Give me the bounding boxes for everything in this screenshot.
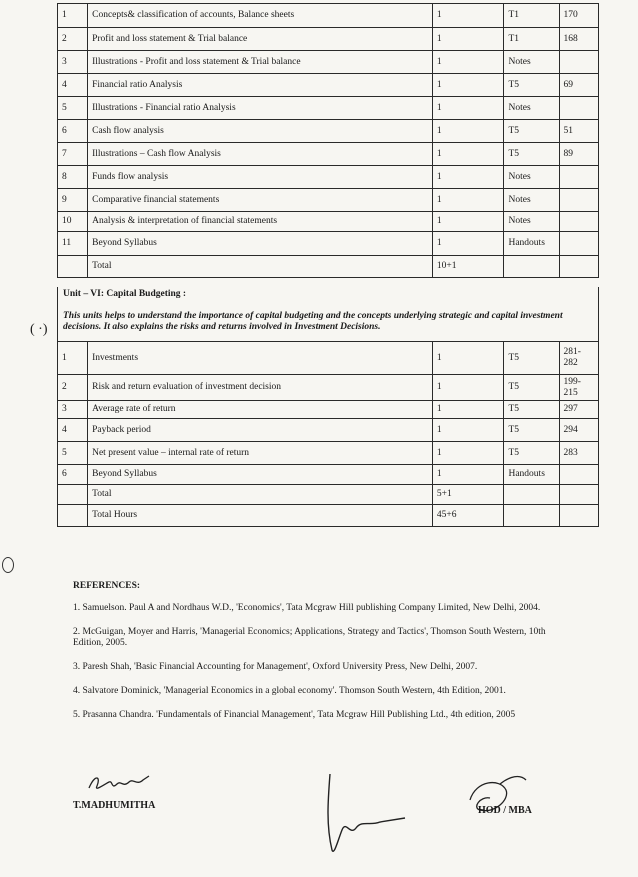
serial-number <box>58 256 88 278</box>
table-row <box>58 166 599 189</box>
reference-cell: Notes <box>504 166 559 189</box>
reference-cell: T5 <box>504 74 559 97</box>
hours-cell: 1 <box>432 232 504 256</box>
page-number-cell: 51 <box>559 120 598 143</box>
serial-number: 5 <box>58 97 88 120</box>
hours-cell: 1 <box>432 143 504 166</box>
table-row <box>58 143 599 166</box>
serial-number <box>58 505 88 527</box>
reference-cell: T5 <box>504 419 559 442</box>
serial-number: 1 <box>58 4 88 28</box>
punch-hole <box>2 557 14 573</box>
page-number-cell: 283 <box>559 442 598 465</box>
table-row <box>58 442 599 465</box>
hours-cell: 1 <box>432 465 504 485</box>
table-row <box>58 401 599 419</box>
serial-number: 5 <box>58 442 88 465</box>
hours-cell: 1 <box>432 4 504 28</box>
topic-cell: Total <box>88 256 433 278</box>
reference-cell <box>504 256 559 278</box>
topic-cell: Illustrations - Financial ratio Analysis <box>88 97 433 120</box>
table-row <box>58 74 599 97</box>
page-number-cell: 294 <box>559 419 598 442</box>
page-number-cell <box>559 465 598 485</box>
reference-cell: T5 <box>504 120 559 143</box>
topic-cell: Total Hours <box>88 505 433 527</box>
page-number-cell <box>559 505 598 527</box>
reference-cell: T5 <box>504 342 559 375</box>
table-row <box>58 256 599 278</box>
topic-cell: Concepts& classification of accounts, Balance sheets <box>88 4 433 28</box>
hours-cell: 10+1 <box>432 256 504 278</box>
table-row <box>58 465 599 485</box>
references-title: REFERENCES: <box>73 581 141 591</box>
unit6-title: Unit – VI: Capital Budgeting : <box>63 289 187 299</box>
hours-cell: 5+1 <box>432 485 504 505</box>
table-row <box>58 189 599 212</box>
serial-number: 3 <box>58 51 88 74</box>
reference-cell: T5 <box>504 375 559 401</box>
hours-cell: 1 <box>432 212 504 232</box>
serial-number: 11 <box>58 232 88 256</box>
reference-cell <box>504 485 559 505</box>
hours-cell: 1 <box>432 442 504 465</box>
page-number-cell: 170 <box>559 4 598 28</box>
serial-number: 8 <box>58 166 88 189</box>
hod-signature <box>450 770 530 830</box>
serial-number: 4 <box>58 74 88 97</box>
topic-cell: Analysis & interpretation of financial statements <box>88 212 433 232</box>
topic-cell: Payback period <box>88 419 433 442</box>
serial-number: 3 <box>58 401 88 419</box>
hod-label: HOD / MBA <box>478 805 532 816</box>
page-number-cell: 89 <box>559 143 598 166</box>
table-row <box>58 120 599 143</box>
reference-cell: T5 <box>504 401 559 419</box>
hours-cell: 1 <box>432 166 504 189</box>
hours-cell: 1 <box>432 375 504 401</box>
topic-cell: Risk and return evaluation of investment decision <box>88 375 433 401</box>
table-row <box>58 4 599 28</box>
reference-item: 5. Prasanna Chandra. 'Fundamentals of Financial Management', Tata Mcgraw Hill Publishing Ltd., 4th edition, 2005 <box>73 710 516 720</box>
page-number-cell <box>559 256 598 278</box>
page-number-cell: 199-215 <box>559 375 598 401</box>
reference-cell: Notes <box>504 189 559 212</box>
page-number-cell: 281-282 <box>559 342 598 375</box>
page-number-cell <box>559 166 598 189</box>
table-row <box>58 485 599 505</box>
table-row <box>58 28 599 51</box>
hours-cell: 1 <box>432 51 504 74</box>
table-row <box>58 342 599 375</box>
page-number-cell <box>559 232 598 256</box>
reference-item: 4. Salvatore Dominick, 'Managerial Economics in a global economy'. Thomson South Western, 4th Edition, 2001. <box>73 686 506 696</box>
faculty-signature <box>85 770 155 798</box>
reference-cell: Handouts <box>504 465 559 485</box>
topic-cell: Comparative financial statements <box>88 189 433 212</box>
reference-cell: T1 <box>504 4 559 28</box>
reference-cell: Handouts <box>504 232 559 256</box>
table-row <box>58 212 599 232</box>
reference-cell: T5 <box>504 143 559 166</box>
unit6-header <box>57 287 599 341</box>
reference-cell: Notes <box>504 212 559 232</box>
hours-cell: 1 <box>432 120 504 143</box>
table-row <box>58 51 599 74</box>
hours-cell: 1 <box>432 342 504 375</box>
serial-number: 6 <box>58 465 88 485</box>
serial-number: 2 <box>58 375 88 401</box>
topic-cell: Average rate of return <box>88 401 433 419</box>
page-number-cell <box>559 485 598 505</box>
margin-bracket-mark: ( ·) <box>30 322 48 337</box>
reference-cell <box>504 505 559 527</box>
topic-cell: Cash flow analysis <box>88 120 433 143</box>
topic-cell: Illustrations – Cash flow Analysis <box>88 143 433 166</box>
reference-item: 3. Paresh Shah, 'Basic Financial Accounting for Management', Oxford University Press, New Delhi, 2007. <box>73 662 478 672</box>
topic-cell: Funds flow analysis <box>88 166 433 189</box>
unit6-description: This units helps to understand the importance of capital budgeting and the concepts underlying strategic and capital investment decisions. It also explains the risks and returns involved in Investment Decisions. <box>63 311 563 332</box>
reference-cell: T5 <box>504 442 559 465</box>
hours-cell: 1 <box>432 28 504 51</box>
page-number-cell <box>559 97 598 120</box>
reference-item: 1. Samuelson. Paul A and Nordhaus W.D., 'Economics', Tata Mcgraw Hill publishing Company Limited, New Delhi, 2004. <box>73 603 541 613</box>
topic-cell: Net present value – internal rate of return <box>88 442 433 465</box>
reference-cell: Notes <box>504 97 559 120</box>
reference-cell: Notes <box>504 51 559 74</box>
topic-cell: Investments <box>88 342 433 375</box>
table-row <box>58 232 599 256</box>
unit5-lesson-table <box>57 3 599 278</box>
faculty-name: T.MADHUMITHA <box>73 800 156 811</box>
serial-number: 10 <box>58 212 88 232</box>
serial-number <box>58 485 88 505</box>
unit6-lesson-table <box>57 341 599 527</box>
table-row <box>58 419 599 442</box>
hours-cell: 1 <box>432 401 504 419</box>
serial-number: 9 <box>58 189 88 212</box>
page-number-cell: 168 <box>559 28 598 51</box>
serial-number: 4 <box>58 419 88 442</box>
page-number-cell <box>559 212 598 232</box>
hours-cell: 1 <box>432 419 504 442</box>
serial-number: 2 <box>58 28 88 51</box>
reference-cell: T1 <box>504 28 559 51</box>
serial-number: 7 <box>58 143 88 166</box>
topic-cell: Profit and loss statement & Trial balance <box>88 28 433 51</box>
page-number-cell: 297 <box>559 401 598 419</box>
topic-cell: Illustrations - Profit and loss statement & Trial balance <box>88 51 433 74</box>
hours-cell: 45+6 <box>432 505 504 527</box>
reference-item: 2. McGuigan, Moyer and Harris, 'Managerial Economics; Applications, Strategy and Tactics', Thomson South Western, 10th Edition, 2005. <box>73 627 546 648</box>
page-number-cell: 69 <box>559 74 598 97</box>
topic-cell: Beyond Syllabus <box>88 232 433 256</box>
topic-cell: Financial ratio Analysis <box>88 74 433 97</box>
approver-signature <box>300 770 410 860</box>
references-section <box>73 581 563 734</box>
topic-cell: Beyond Syllabus <box>88 465 433 485</box>
page-number-cell <box>559 51 598 74</box>
table-row <box>58 97 599 120</box>
serial-number: 6 <box>58 120 88 143</box>
page-number-cell <box>559 189 598 212</box>
hours-cell: 1 <box>432 189 504 212</box>
table-row <box>58 505 599 527</box>
hours-cell: 1 <box>432 97 504 120</box>
topic-cell: Total <box>88 485 433 505</box>
serial-number: 1 <box>58 342 88 375</box>
table-row <box>58 375 599 401</box>
hours-cell: 1 <box>432 74 504 97</box>
